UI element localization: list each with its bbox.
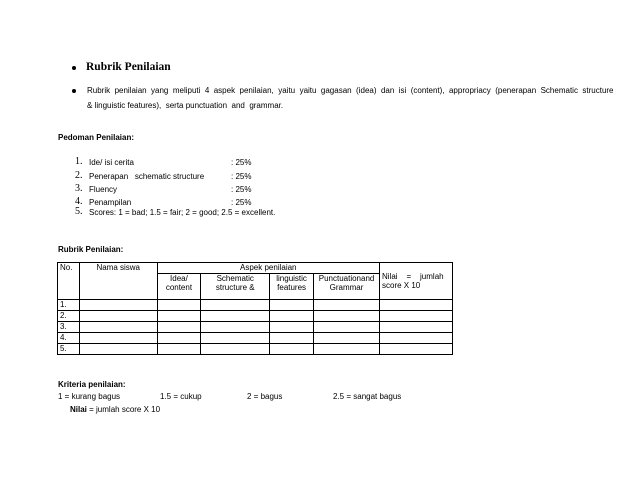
rubrik-table: [57, 262, 453, 355]
item-label: Penampilan: [89, 198, 132, 207]
item-label: Fluency: [89, 185, 118, 194]
row-number: 5.: [58, 344, 80, 355]
item-value: : 25%: [231, 185, 252, 194]
kriteria-title: Kriteria penilaian:: [58, 380, 126, 389]
nilai-label: Nilai: [70, 405, 87, 414]
header-aspek: Aspek penilaian: [157, 263, 380, 274]
cell[interactable]: [157, 322, 201, 333]
cell[interactable]: [380, 344, 453, 355]
cell[interactable]: [157, 300, 201, 311]
cell[interactable]: [314, 322, 380, 333]
header-schematic: Schematic structure &: [201, 274, 270, 300]
cell[interactable]: [314, 300, 380, 311]
item-label: Penerapan schematic structure: [89, 172, 205, 181]
item-value: : 25%: [231, 158, 252, 167]
header-no: No.: [58, 263, 80, 300]
cell[interactable]: [157, 344, 201, 355]
intro-line-1: Rubrik penilaian yang meliputi 4 aspek penilaian, yaitu yaitu gagasan (idea) dan isi (content), appropriacy (penerapan Schematic structure: [87, 86, 614, 95]
item-label: Ide/ isi cerita: [89, 158, 134, 167]
header-idea: Idea/ content: [157, 274, 201, 300]
cell[interactable]: [79, 322, 157, 333]
item-number: 5.: [75, 206, 83, 217]
cell[interactable]: [79, 344, 157, 355]
pedoman-title: Pedoman Penilaian:: [58, 133, 135, 142]
table-row: [58, 300, 453, 311]
cell[interactable]: [270, 333, 314, 344]
cell[interactable]: [380, 311, 453, 322]
header-nilai-line1: Nilai = jumlah: [382, 272, 444, 281]
row-number: 4.: [58, 333, 80, 344]
cell[interactable]: [201, 300, 270, 311]
header-punctuation: Punctuationand Grammar: [314, 274, 380, 300]
row-number: 2.: [58, 311, 80, 322]
item-value: : 25%: [231, 172, 252, 181]
table-row: [58, 322, 453, 333]
table-row: [58, 333, 453, 344]
cell[interactable]: [79, 300, 157, 311]
cell[interactable]: [314, 311, 380, 322]
bullet-icon: [72, 89, 76, 93]
cell[interactable]: [201, 333, 270, 344]
header-nilai: [380, 263, 453, 300]
cell[interactable]: [201, 322, 270, 333]
cell[interactable]: [157, 311, 201, 322]
cell[interactable]: [314, 344, 380, 355]
rubrik-title: Rubrik Penilaian:: [58, 245, 124, 254]
item-label: Scores: 1 = bad; 1.5 = fair; 2 = good; 2.5 = excellent.: [89, 208, 276, 217]
nilai-formula-text: = jumlah score X 10: [86, 405, 161, 414]
cell[interactable]: [314, 333, 380, 344]
page-title: Rubrik Penilaian: [86, 61, 171, 73]
kriteria-item: 1 = kurang bagus: [58, 392, 121, 401]
item-number: 2.: [75, 170, 83, 181]
cell[interactable]: [380, 322, 453, 333]
row-number: 3.: [58, 322, 80, 333]
cell[interactable]: [270, 311, 314, 322]
intro-line-2: & linguistic features), serta punctuation and grammar.: [87, 101, 284, 110]
table-row: [58, 344, 453, 355]
item-number: 4.: [75, 196, 83, 207]
header-nilai-line2: score X 10: [382, 281, 421, 290]
cell[interactable]: [157, 333, 201, 344]
cell[interactable]: [79, 333, 157, 344]
cell[interactable]: [270, 300, 314, 311]
cell[interactable]: [380, 300, 453, 311]
item-value: : 25%: [231, 198, 252, 207]
cell[interactable]: [380, 333, 453, 344]
kriteria-item: 2.5 = sangat bagus: [333, 392, 402, 401]
cell[interactable]: [79, 311, 157, 322]
cell[interactable]: [201, 311, 270, 322]
row-number: 1.: [58, 300, 80, 311]
nilai-formula: [70, 405, 160, 414]
kriteria-item: 1.5 = cukup: [160, 392, 202, 401]
item-number: 1.: [75, 156, 83, 167]
bullet-icon: [72, 66, 76, 70]
table-row: [58, 311, 453, 322]
header-nama: Nama siswa: [79, 263, 157, 300]
cell[interactable]: [270, 322, 314, 333]
item-number: 3.: [75, 183, 83, 194]
cell[interactable]: [270, 344, 314, 355]
header-linguistic: linguistic features: [270, 274, 314, 300]
cell[interactable]: [201, 344, 270, 355]
kriteria-item: 2 = bagus: [247, 392, 283, 401]
